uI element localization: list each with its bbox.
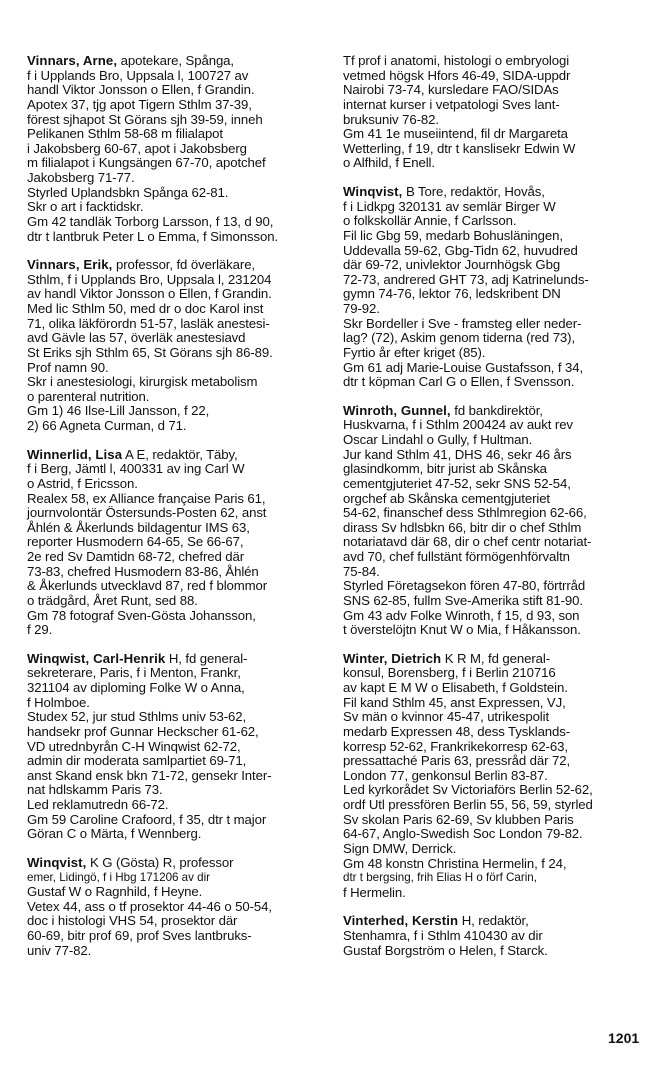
entry-line: 2e red Sv Damtidn 68-72, chefred där bbox=[27, 549, 245, 564]
entry-line: Gustaf W o Ragnhild, f Heyne. bbox=[27, 884, 203, 900]
entry-line: emer, Lidingö, f i Hbg 171206 av dir bbox=[27, 870, 211, 884]
entry-continuation bbox=[343, 54, 639, 171]
entry-line: Åhlén & Åkerlunds bildagentur IMS 63, bbox=[27, 519, 250, 535]
entry bbox=[343, 404, 639, 638]
entry-line: 64-67, Anglo-Swedish Soc London 79-82. bbox=[343, 826, 583, 842]
entry-line: VD utrednbyrån C-H Winqwist 62-72, bbox=[27, 738, 241, 754]
entry-line: Stenhamra, f i Sthlm 410430 av dir bbox=[343, 928, 543, 943]
entry-line: förest sjhapot St Görans sjh 39-59, inneh bbox=[27, 111, 263, 127]
entry-line: lag? (72), Askim genom tiderna (red 73), bbox=[343, 330, 576, 346]
entry-line: Huskvarna, f i Sthlm 200424 av aukt rev bbox=[343, 417, 573, 433]
entry-line: o parenteral nutrition. bbox=[27, 388, 150, 404]
entry-line: 54-62, finanschef dess Sthlmregion 62-66, bbox=[343, 505, 587, 521]
entry-line: handl Viktor Jonsson o Ellen, f Grandin. bbox=[27, 82, 255, 98]
entry-name: Vinterhed, Kerstin bbox=[343, 913, 459, 929]
entry-line: A E, redaktör, Täby, bbox=[122, 446, 238, 462]
entry-line: Fil kand Sthlm 45, anst Expressen, VJ, bbox=[343, 694, 566, 710]
entry-line: Uddevalla 59-62, Gbg-Tidn 62, huvudred bbox=[343, 242, 578, 258]
entry-line: pressattaché Paris 63, pressråd där 72, bbox=[343, 753, 571, 769]
entry-line: bruksuniv 76-82. bbox=[343, 111, 439, 127]
entry-name: Vinnars, Erik, bbox=[27, 257, 113, 273]
entry-line: notariatavd där 68, dir o chef centr notariat- bbox=[343, 534, 592, 550]
entry-line: professor, fd överläkare, bbox=[112, 257, 255, 273]
entry-line: nat hdlskamm Paris 73. bbox=[27, 782, 163, 798]
entry-line: apotekare, Spånga, bbox=[117, 53, 234, 68]
entry-line: Apotex 37, tjg apot Tigern Sthlm 37-39, bbox=[27, 96, 252, 112]
entry-line: St Eriks sjh Sthlm 65, St Görans sjh 86-89. bbox=[27, 344, 273, 360]
entry-name: Vinnars, Arne, bbox=[27, 53, 118, 68]
entry-line: cementgjuteriet 47-52, sekr SNS 52-54, bbox=[343, 475, 571, 491]
entry-line: H, fd general- bbox=[165, 650, 248, 666]
entry-line: Gm 42 tandläk Torborg Larsson, f 13, d 90, bbox=[27, 213, 274, 229]
entry-line: o folkskollär Annie, f Carlsson. bbox=[343, 213, 517, 229]
entry-line: f i Lidkpg 320131 av semlär Birger W bbox=[343, 198, 556, 214]
entry-line: Fil lic Gbg 59, medarb Bohusläningen, bbox=[343, 227, 563, 243]
entry-line: Med lic Sthlm 50, med dr o doc Karol inst bbox=[27, 301, 264, 316]
entry bbox=[27, 652, 323, 842]
entry-line: Pelikanen Sthlm 58-68 m filialapot bbox=[27, 126, 223, 142]
entry-line: doc i histologi VHS 54, prosektor där bbox=[27, 913, 238, 929]
entry-line: avd 70, chef fullstänt förmögenhförvaltn bbox=[343, 549, 570, 564]
entry-name: Winqvist, bbox=[27, 854, 87, 870]
entry-line: korresp 52-62, Frankrikekorresp 62-63, bbox=[343, 738, 568, 754]
entry-line: Gm 43 adv Folke Winroth, f 15, d 93, son bbox=[343, 607, 580, 623]
entry-line: 71, olika läkförordn 51-57, lasläk anestesi- bbox=[27, 315, 270, 331]
entry-line: vetmed högsk Hfors 46-49, SIDA-uppdr bbox=[343, 67, 571, 83]
entry-line: i Jakobsberg 60-67, apot i Jakobsberg bbox=[27, 140, 247, 156]
entry-line: B Tore, redaktör, Hovås, bbox=[402, 184, 545, 199]
entry-line: där 69-72, univlektor Journhögsk Gbg bbox=[343, 257, 561, 273]
entry-line: Gm 61 adj Marie-Louise Gustafsson, f 34, bbox=[343, 359, 584, 375]
entry-line: fd bankdirektör, bbox=[450, 402, 543, 418]
entry-line: m filialapot i Kungsängen 67-70, apotchef bbox=[27, 155, 266, 171]
entry-line: dtr t köpman Carl G o Ellen, f Svensson. bbox=[343, 374, 575, 390]
entry-line: Tf prof i anatomi, histologi o embryologi bbox=[343, 53, 570, 68]
entry-line: Prof namn 90. bbox=[27, 359, 109, 375]
entry-line: Wetterling, f 19, dtr t kanslisekr Edwin W bbox=[343, 140, 576, 156]
entry-line: Jakobsberg 71-77. bbox=[27, 170, 135, 185]
entry-name: Winter, Dietrich bbox=[343, 650, 442, 666]
entry bbox=[27, 258, 323, 434]
entry-line: 73-83, chefred Husmodern 83-86, Åhlén bbox=[27, 563, 259, 579]
entry-line: Göran C o Märta, f Wennberg. bbox=[27, 826, 202, 842]
entry-line: univ 77-82. bbox=[27, 942, 92, 958]
entry-line: Jur kand Sthlm 41, DHS 46, sekr 46 års bbox=[343, 446, 572, 462]
entry bbox=[343, 652, 639, 901]
entry-line: avd Gävle las 57, överläk anestesiavd bbox=[27, 330, 246, 346]
entry-name: Winqwist, Carl-Henrik bbox=[27, 650, 166, 666]
entry-line: H, redaktör, bbox=[458, 913, 529, 929]
entry-line: av kapt E M W o Elisabeth, f Goldstein. bbox=[343, 680, 568, 695]
entry bbox=[343, 185, 639, 390]
entry-line: handsekr prof Gunnar Heckscher 61-62, bbox=[27, 723, 259, 739]
entry-line: Sthlm, f i Upplands Bro, Uppsala l, 231204 bbox=[27, 271, 272, 287]
entry bbox=[343, 914, 639, 958]
entry-line: o Alfhild, f Enell. bbox=[343, 155, 435, 171]
right-column bbox=[343, 54, 639, 972]
entry-line: Vetex 44, ass o tf prosektor 44-46 o 50-54, bbox=[27, 898, 272, 914]
entry-line: f Holmboe. bbox=[27, 694, 90, 710]
entry-line: Sv män o kvinnor 45-47, utrikespolit bbox=[343, 709, 550, 725]
entry-line: 60-69, bitr prof 69, prof Sves lantbruks- bbox=[27, 928, 252, 943]
entry-line: f 29. bbox=[27, 622, 53, 638]
page-number: 1201 bbox=[608, 1030, 640, 1046]
entry bbox=[27, 54, 323, 244]
entry-line: medarb Expressen 48, dess Tysklands- bbox=[343, 723, 571, 739]
entry-line: anst Skand ensk bkn 71-72, gensekr Inter- bbox=[27, 767, 272, 783]
entry-line: ordf Utl pressfören Berlin 55, 56, 59, styrled bbox=[343, 797, 593, 812]
entry-line: Gm 78 fotograf Sven-Gösta Johansson, bbox=[27, 607, 256, 623]
entry-line: 2) 66 Agneta Curman, d 71. bbox=[27, 418, 187, 433]
entry-line: orgchef ab Skånska cementgjuteriet bbox=[343, 490, 550, 506]
entry-line: o trädgård, Året Runt, sed 88. bbox=[27, 592, 198, 608]
entry-line: Gm 59 Caroline Crafoord, f 35, dtr t major bbox=[27, 811, 267, 827]
entry-line: Led reklamutredn 66-72. bbox=[27, 797, 169, 812]
entry-line: Gm 1) 46 Ilse-Lill Jansson, f 22, bbox=[27, 403, 210, 419]
entry-line: sekreterare, Paris, f i Menton, Frankr, bbox=[27, 665, 241, 681]
entry-line: internat kurser i vetpatologi Sves lant- bbox=[343, 96, 560, 112]
entry-name: Winroth, Gunnel, bbox=[343, 402, 451, 418]
entry-line: 321104 av diploming Folke W o Anna, bbox=[27, 680, 245, 695]
entry-line: Nairobi 73-74, kursledare FAO/SIDAs bbox=[343, 82, 559, 98]
entry-line: 79-92. bbox=[343, 301, 380, 316]
entry bbox=[27, 448, 323, 638]
entry-line: Skr o art i facktidskr. bbox=[27, 199, 144, 215]
entry-line: dtr t lantbruk Peter L o Emma, f Simonsson. bbox=[27, 228, 279, 244]
entry-line: Gm 41 1e museiintend, fil dr Margareta bbox=[343, 126, 568, 142]
entry-line: f i Berg, Jämtl l, 400331 av ing Carl W bbox=[27, 461, 245, 477]
entry-line: Oscar Lindahl o Gully, f Hultman. bbox=[343, 432, 533, 447]
entry-line: & Åkerlunds utvecklavd 87, red f blommor bbox=[27, 578, 268, 594]
entry-line: konsul, Borensberg, f i Berlin 210716 bbox=[343, 665, 556, 681]
entry bbox=[27, 856, 323, 958]
entry-line: London 77, genkonsul Berlin 83-87. bbox=[343, 767, 548, 783]
entry-line: K R M, fd general- bbox=[441, 650, 550, 666]
entry-line: Styrled Uplandsbkn Spånga 62-81. bbox=[27, 184, 229, 200]
entry-line: K G (Gösta) R, professor bbox=[86, 854, 234, 870]
entry-line: Gustaf Borgström o Helen, f Starck. bbox=[343, 942, 548, 958]
entry-line: av handl Viktor Jonsson o Ellen, f Grandin. bbox=[27, 286, 272, 302]
entry-line: f i Upplands Bro, Uppsala l, 100727 av bbox=[27, 67, 249, 83]
left-column bbox=[27, 54, 323, 972]
entry-line: 75-84. bbox=[343, 563, 380, 579]
entry-line: journvolontär Östersunds-Posten 62, anst bbox=[27, 505, 267, 521]
entry-line: Styrled Företagsekon fören 47-80, förtrråd bbox=[343, 578, 586, 594]
entry-name: Winqvist, bbox=[343, 184, 403, 199]
entry-line: Realex 58, ex Alliance française Paris 61, bbox=[27, 490, 266, 506]
entry-line: f Hermelin. bbox=[343, 884, 406, 900]
entry-line: Sign DMW, Derrick. bbox=[343, 840, 457, 856]
entry-line: o Astrid, f Ericsson. bbox=[27, 475, 138, 491]
entry-line: t överstelöjtn Knut W o Mia, f Håkansson. bbox=[343, 622, 581, 638]
entry-line: reporter Husmodern 64-65, Se 66-67, bbox=[27, 534, 244, 550]
entry-line: Skr Bordeller i Sve - framsteg eller neder- bbox=[343, 315, 582, 331]
entry-line: Led kyrkorådet Sv Victoriaförs Berlin 52-62, bbox=[343, 782, 593, 798]
entry-line: dirass Sv hdlsbkn 66, bitr dir o chef Sthlm bbox=[343, 519, 582, 535]
entry-line: dtr t bergsing, frih Elias H o förf Carin, bbox=[343, 871, 537, 885]
entry-line: Skr i anestesiologi, kirurgisk metabolism bbox=[27, 374, 258, 390]
entry-line: Studex 52, jur stud Sthlms univ 53-62, bbox=[27, 709, 247, 725]
entry-line: Fyrtio år efter kriget (85). bbox=[343, 344, 486, 360]
entry-line: gymn 74-76, lektor 76, ledskribent DN bbox=[343, 286, 561, 302]
entry-line: glasindkomm, bitr jurist ab Skånska bbox=[343, 461, 547, 477]
entry-line: admin dir moderata samlpartiet 69-71, bbox=[27, 753, 247, 769]
entry-line: Gm 48 konstn Christina Hermelin, f 24, bbox=[343, 855, 567, 871]
entry-line: SNS 62-85, fullm Sve-Amerika stift 81-90. bbox=[343, 592, 583, 608]
entry-name: Winnerlid, Lisa bbox=[27, 446, 123, 462]
entry-line: 72-73, andrered GHT 73, adj Katrinelunds- bbox=[343, 271, 589, 287]
entry-line: Sv skolan Paris 62-69, Sv klubben Paris bbox=[343, 811, 574, 827]
